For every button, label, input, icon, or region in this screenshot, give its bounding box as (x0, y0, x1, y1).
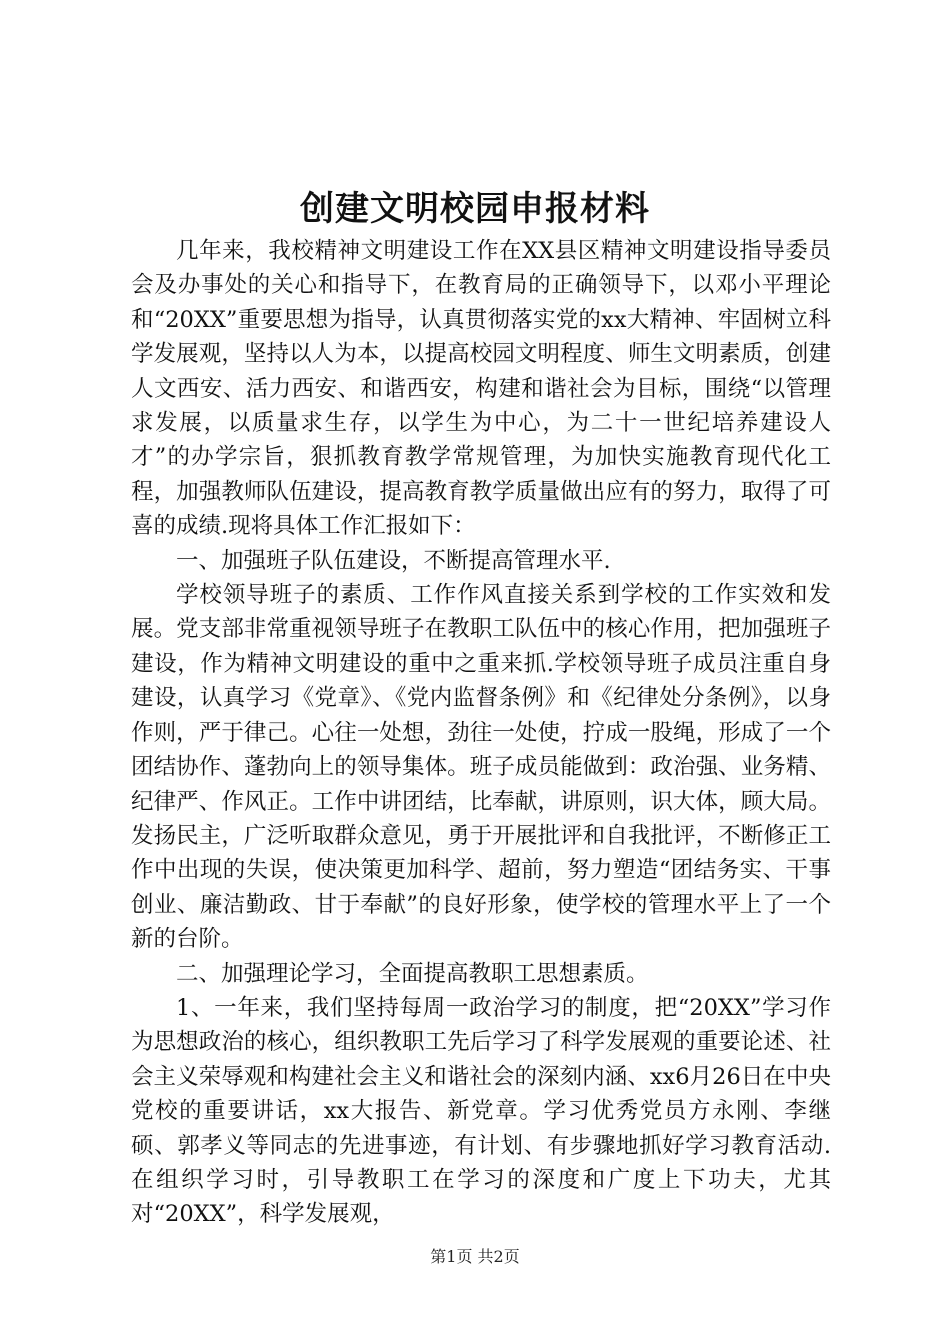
page-number-footer: 第1页 共2页 (430, 1247, 520, 1266)
section-heading-1: 一、加强班子队伍建设，不断提高管理水平. (176, 547, 611, 574)
document-body (131, 234, 831, 1232)
document-title: 创建文明校园申报材料 (300, 189, 650, 229)
paragraph-leadership: 学校领导班子的素质、工作作风直接关系到学校的工作实效和发展。党支部非常重视领导班子在教职工队伍中的核心作用，把加强班子建设，作为精神文明建设的重中之重来抓.学校领导班子成员注重自身建设，认真学习《党章》、《党内监督条例》和《纪律处分条例》，以身作则，严于律己。心往一处想，劲往一处使，拧成一股绳，形成了一个团结协作、蓬勃向上的领导集体。班子成员能做到：政治强、业务精、纪律严、作风正。工作中讲团结，比奉献，讲原则，识大体，顾大局。发扬民主，广泛听取群众意见，勇于开展批评和自我批评，不断修正工作中出现的失误，使决策更加科学、超前，努力塑造“团结务实、干事创业、廉洁勤政、甘于奉献”的良好形象，使学校的管理水平上了一个新的台阶。 (131, 582, 831, 953)
section-heading-2: 二、加强理论学习，全面提高教职工思想素质。 (176, 960, 649, 987)
paragraph-intro: 几年来，我校精神文明建设工作在XX县区精神文明建设指导委员会及办事处的关心和指导下，在教育局的正确领导下，以邓小平理论和“20XX”重要思想为指导，认真贯彻落实党的xx大精神、牢固树立科学发展观，坚持以人为本，以提高校园文明程度、师生文明素质，创建人文西安、活力西安、和谐西安，构建和谐社会为目标，围绕“以管理求发展，以质量求生存，以学生为中心，为二十一世纪培养建设人才”的办学宗旨，狠抓教育教学常规管理，为加快实施教育现代化工程，加强教师队伍建设，提高教育教学质量做出应有的努力，取得了可喜的成绩.现将具体工作汇报如下： (131, 238, 831, 540)
paragraph-study: 1、一年来，我们坚持每周一政治学习的制度，把“20XX”学习作为思想政治的核心，组织教职工先后学习了科学发展观的重要论述、社会主义荣辱观和构建社会主义和谐社会的深刻内涵、xx6月26日在中央党校的重要讲话，xx大报告、新党章。学习优秀党员方永刚、李继硕、郭孝义等同志的先进事迹，有计划、有步骤地抓好学习教育活动.在组织学习时，引导教职工在学习的深度和广度上下功夫，尤其对“20XX”，科学发展观， (131, 994, 831, 1228)
